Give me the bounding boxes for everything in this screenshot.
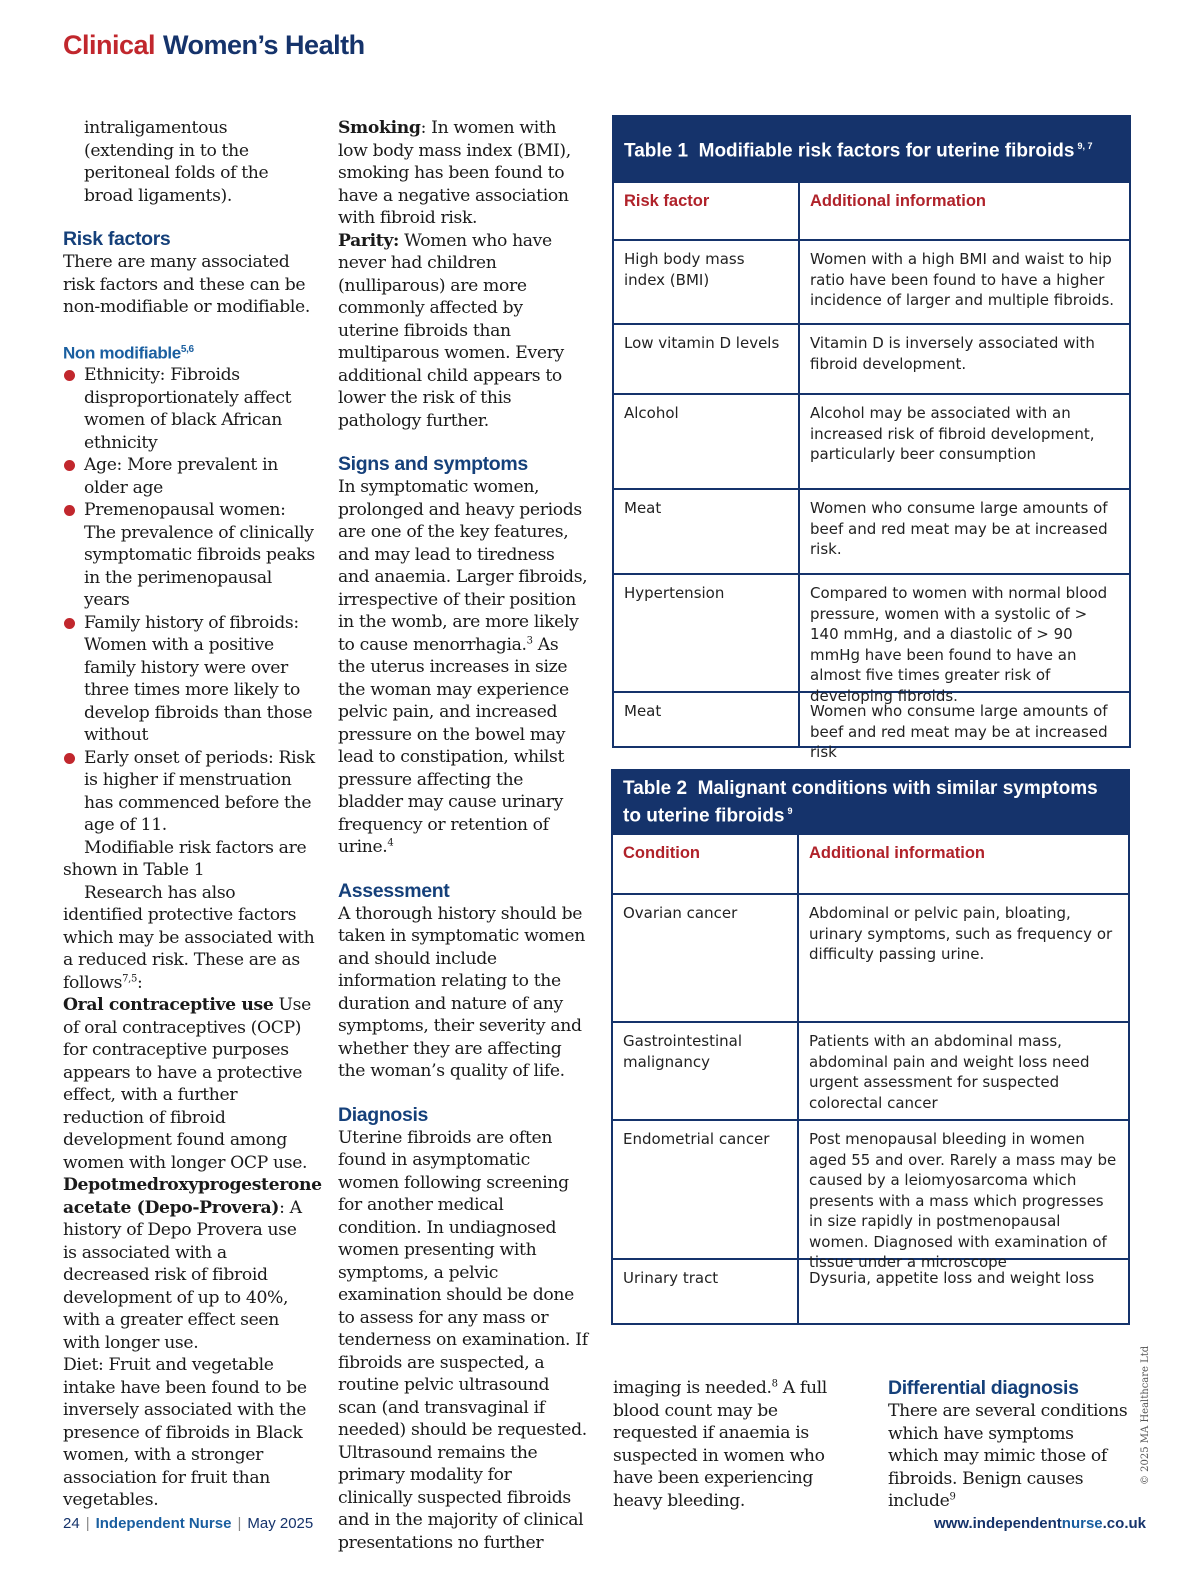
signs-paragraph: In symptomatic women, prolonged and heavy periods are one of the key features, and may lead to tiredness and anaemia. Larger fibroids, irrespective of their position in the womb, are more likely to cause menorrhagia.$^3$ As the uterus increases in size the woman may experience pelvic pain, and increased pressure on the bowel may lead to constipation, whilst pressure affecting the bladder may cause urinary frequency or retention of urine.$^4$ xyxy=(338,477,588,857)
bullet-dot-icon xyxy=(64,460,75,471)
table-row xyxy=(613,1021,1128,1119)
footer-left: 24 | Independent Nurse | May 2025 xyxy=(63,1515,314,1532)
table-cell: Women who consume large amounts of beef and red meat may be at increased risk xyxy=(810,702,1108,761)
table-row xyxy=(614,573,1129,705)
assessment-heading: Assessment xyxy=(338,879,450,902)
table-1-header-row xyxy=(614,181,1129,239)
section-label: Clinical xyxy=(63,30,156,60)
table-cell: Patients with an abdominal mass, abdominal pain and weight loss need urgent assessment for suspected colorectal cancer xyxy=(809,1032,1090,1112)
continued-text: intraligamentous (extending in to the peritoneal folds of the broad ligaments). xyxy=(84,118,269,206)
column-4 xyxy=(888,1376,1128,1513)
table-row xyxy=(614,393,1129,488)
table-cell: Vitamin D is inversely associated with fibroid development. xyxy=(810,334,1095,373)
table-cell: Low vitamin D levels xyxy=(614,325,800,393)
table-row xyxy=(613,1119,1128,1271)
footer-url[interactable]: www.independentnurse.co.uk xyxy=(934,1515,1146,1532)
non-modifiable-list xyxy=(63,364,315,837)
ocp-paragraph: Oral contraceptive use Use of oral contraceptives (OCP) for contraceptive purposes appears to have a protective effect, with a further reduction of fibroid development found among women with longer OCP use. xyxy=(63,995,311,1173)
table-cell: Women who consume large amounts of beef and red meat may be at increased risk. xyxy=(810,499,1108,558)
table-cell: Alcohol may be associated with an increased risk of fibroid development, particularly beer consumption xyxy=(810,404,1095,463)
smoking-paragraph: Smoking: In women with low body mass index (BMI), smoking has been found to have a negative association with fibroid risk. xyxy=(338,118,571,228)
bullet-dot-icon xyxy=(64,505,75,516)
table-cell: High body mass index (BMI) xyxy=(614,241,800,323)
table-cell: Meat xyxy=(614,490,800,573)
page-number: 24 xyxy=(63,1515,80,1532)
section-title: Women’s Health xyxy=(163,30,365,60)
parity-paragraph: Parity: Women who have never had children (nulliparous) are more commonly affected by uterine fibroids than multiparous women. Every additional child appears to lower the risk of this pathology further. xyxy=(338,230,564,431)
column-2 xyxy=(338,117,588,1554)
risk-factors-paragraph: There are many associated risk factors and these can be non-modifiable or modifiable. xyxy=(63,252,310,317)
list-item: Early onset of periods: Risk is higher if menstruation has commenced before the age of 11. xyxy=(63,747,315,837)
bullet-dot-icon xyxy=(64,753,75,764)
copyright-notice: © 2025 MA Healthcare Ltd xyxy=(1140,1345,1151,1485)
list-item: Age: More prevalent in older age xyxy=(63,454,315,499)
table-1-title: Table 1 Modifiable risk factors for uterine fibroids $^{9, 7}$ xyxy=(614,117,1129,181)
diagnosis-heading: Diagnosis xyxy=(338,1103,429,1126)
list-item: Premenopausal women: The prevalence of clinically symptomatic fibroids peaks in the perimenopausal years xyxy=(63,499,315,612)
table-row xyxy=(614,691,1129,761)
column-1 xyxy=(63,117,322,1512)
table-row xyxy=(614,488,1129,573)
differential-heading: Differential diagnosis xyxy=(888,1377,1079,1399)
table-cell: Gastrointestinal malignancy xyxy=(613,1023,799,1119)
publication-name: Independent Nurse xyxy=(95,1515,232,1532)
table-2-header-row xyxy=(613,835,1128,893)
table-cell: Alcohol xyxy=(614,395,800,488)
table-row xyxy=(614,239,1129,323)
research-paragraph: Research has also identified protective factors which may be associated with a reduced risk. These are as follows$^{7,5}$: xyxy=(63,882,315,993)
risk-factors-heading: Risk factors xyxy=(63,228,171,250)
table-cell: Hypertension xyxy=(614,575,800,691)
masthead xyxy=(63,30,365,61)
issue-date: May 2025 xyxy=(247,1515,314,1532)
column-header: Additional information xyxy=(810,192,986,210)
column-3 xyxy=(613,1377,863,1512)
bullet-dot-icon xyxy=(64,370,75,381)
table-cell: Urinary tract xyxy=(613,1260,799,1323)
signs-heading: Signs and symptoms xyxy=(338,453,528,475)
assessment-paragraph: A thorough history should be taken in symptomatic women and should include information relating to the duration and nature of any symptoms, their severity and whether they are affecting the woman’s quality of life. xyxy=(338,903,585,1081)
table-cell: Ovarian cancer xyxy=(613,895,799,1021)
table-cell: Post menopausal bleeding in women aged 55 and over. Rarely a mass may be caused by a leiomyosarcoma which presents with a mass which progresses in size rapidly in postmenopausal women. Diagnosed with examination of tissue under a microscope xyxy=(809,1130,1117,1271)
table-row xyxy=(614,323,1129,393)
table-row xyxy=(613,893,1128,1021)
table-cell: Meat xyxy=(614,693,800,746)
table-1 xyxy=(612,115,1131,761)
table-cell: Compared to women with normal blood pressure, women with a systolic of > 140 mmHg, and a diastolic of > 90 mmHg have been found to have an almost five times greater risk of developing fibroids. xyxy=(810,584,1108,705)
table-2 xyxy=(611,769,1130,1325)
diagnosis-paragraph: Uterine fibroids are often found in asymptomatic women following screening for another medical condition. In undiagnosed women presenting with symptoms, a pelvic examination should be done to assess for any mass or tenderness on examination. If fibroids are suspected, a routine pelvic ultrasound scan (and transvaginal if needed) should be requested. Ultrasound remains the primary modality for clinically suspected fibroids and in the majority of clinical presentations no further xyxy=(338,1127,588,1553)
list-item: Ethnicity: Fibroids disproportionately affect women of black African ethnicity xyxy=(63,364,315,454)
bullet-dot-icon xyxy=(64,618,75,629)
list-item: Family history of fibroids: Women with a positive family history were over three times more likely to develop fibroids than those without xyxy=(63,612,315,747)
differential-paragraph: There are several conditions which have symptoms which may mimic those of fibroids. Benign causes include$^9$ xyxy=(888,1401,1128,1511)
non-modifiable-heading: Non modifiable$^{5,6}$ xyxy=(63,343,194,363)
column-header: Risk factor xyxy=(614,183,800,239)
modifiable-paragraph: Modifiable risk factors are shown in Table 1 xyxy=(63,837,307,881)
table-cell: Women with a high BMI and waist to hip ratio have been found to have a higher incidence of larger and multiple fibroids. xyxy=(810,250,1115,309)
table-cell: Abdominal or pelvic pain, bloating, urinary symptoms, such as frequency or difficulty passing urine. xyxy=(809,904,1113,963)
table-row xyxy=(613,1258,1128,1323)
table-2-title: Table 2 Malignant conditions with similar symptoms to uterine fibroids $^9$ xyxy=(613,771,1128,835)
depo-paragraph: Depotmedroxyprogesterone acetate (Depo-Provera): A history of Depo Provera use is associated with a decreased risk of fibroid development of up to 40%, with a greater effect seen with longer use. xyxy=(63,1175,322,1353)
imaging-paragraph: imaging is needed.$^8$ A full blood count may be requested if anaemia is suspected in women who have been experiencing heavy bleeding. xyxy=(613,1378,827,1511)
table-cell: Dysuria, appetite loss and weight loss xyxy=(809,1269,1095,1287)
column-header: Condition xyxy=(613,835,799,893)
table-cell: Endometrial cancer xyxy=(613,1121,799,1258)
diet-paragraph: Diet: Fruit and vegetable intake have been found to be inversely associated with the presence of fibroids in Black women, with a stronger association for fruit than vegetables. xyxy=(63,1355,307,1511)
column-header: Additional information xyxy=(809,844,985,862)
